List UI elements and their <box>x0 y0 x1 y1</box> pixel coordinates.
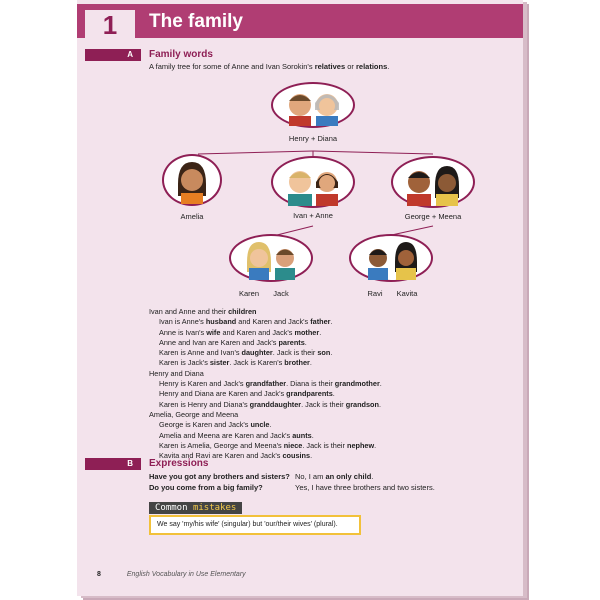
sentence-group-heading: Amelia, George and Meena <box>149 409 239 419</box>
sentence: Kavita and Ravi are Karen and Jack's cousins. <box>159 451 313 461</box>
chapter-number: 1 <box>85 10 135 40</box>
sentence-group-heading: Ivan and Anne and their children <box>149 307 257 316</box>
portrait-karen-jack-icon <box>231 236 311 280</box>
family-tree <box>77 78 523 303</box>
label-ivan-anne: Ivan + Anne <box>293 211 333 220</box>
sentence: Karen is Henry and Diana's granddaughter. Jack is their grandson. <box>159 399 382 409</box>
chapter-title: The family <box>149 11 243 32</box>
label-karen: Karen <box>238 289 259 298</box>
portrait-ravi-kavita <box>349 234 433 282</box>
sentence: Karen is Jack's sister. Jack is Karen's brother. <box>159 358 312 368</box>
page-footer <box>97 571 246 578</box>
sentence: Karen is Anne and Ivan's daughter. Jack is their son. <box>159 348 333 358</box>
label-george-meena: George + Meena <box>404 212 462 221</box>
portrait-amelia-icon <box>164 156 220 204</box>
answer-1: No, I am an only child. <box>295 472 374 481</box>
answers <box>295 471 519 493</box>
family-portrait-grandparents-icon <box>273 84 353 126</box>
sentence: Ivan is Anne's husband and Karen and Jack's father. <box>159 317 333 327</box>
label-kavita: Kavita <box>396 289 418 298</box>
chapter-title-bar <box>77 4 523 38</box>
label-jack: Jack <box>273 289 289 298</box>
sentence-group-heading: Henry and Diana <box>149 368 204 378</box>
book-title: English Vocabulary in Use Elementary <box>126 571 246 578</box>
section-b-title: Expressions <box>149 458 209 469</box>
portrait-henry-diana <box>271 82 355 128</box>
section-a-title: Family words <box>149 49 213 60</box>
relationship-sentences <box>149 307 519 461</box>
label-ravi: Ravi <box>367 289 383 298</box>
answer-2: Yes, I have three brothers and two sisters. <box>295 483 435 492</box>
sentence: Anne is Ivan's wife and Karen and Jack's mother. <box>159 327 322 337</box>
portrait-ravi-kavita-icon <box>351 236 431 280</box>
question-2: Do you come from a big family? <box>149 483 263 492</box>
portrait-karen-jack <box>229 234 313 282</box>
portrait-george-meena <box>391 156 475 208</box>
common-mistakes-heading: Common mistakes <box>149 502 242 514</box>
common-mistakes-box: We say 'my/his wife' (singular) but 'our/their wives' (plural). <box>149 515 361 535</box>
label-henry-diana: Henry + Diana <box>288 134 338 143</box>
sentence: George is Karen and Jack's uncle. <box>159 420 272 430</box>
sentence: Karen is Amelia, George and Meena's niece. Jack is their nephew. <box>159 440 377 450</box>
questions <box>149 471 295 493</box>
section-a-marker: A <box>85 49 141 61</box>
sentence: Henry is Karen and Jack's grandfather. Diana is their grandmother. <box>159 379 382 389</box>
portrait-ivan-anne <box>271 156 355 208</box>
sentence: Amelia and Meena are Karen and Jack's aunts. <box>159 430 314 440</box>
portrait-amelia <box>162 154 222 206</box>
portrait-george-meena-icon <box>393 158 473 206</box>
page-number: 8 <box>97 571 101 578</box>
label-amelia: Amelia <box>180 212 204 221</box>
section-a-intro: A family tree for some of Anne and Ivan Sorokin's relatives or relations. <box>149 62 390 71</box>
portrait-ivan-anne-icon <box>273 158 353 206</box>
sentence: Henry and Diana are Karen and Jack's grandparents. <box>159 389 335 399</box>
section-b-marker: B <box>85 458 141 470</box>
sentence: Anne and Ivan are Karen and Jack's parents. <box>159 337 307 347</box>
question-1: Have you got any brothers and sisters? <box>149 472 290 481</box>
textbook-page <box>77 0 523 596</box>
